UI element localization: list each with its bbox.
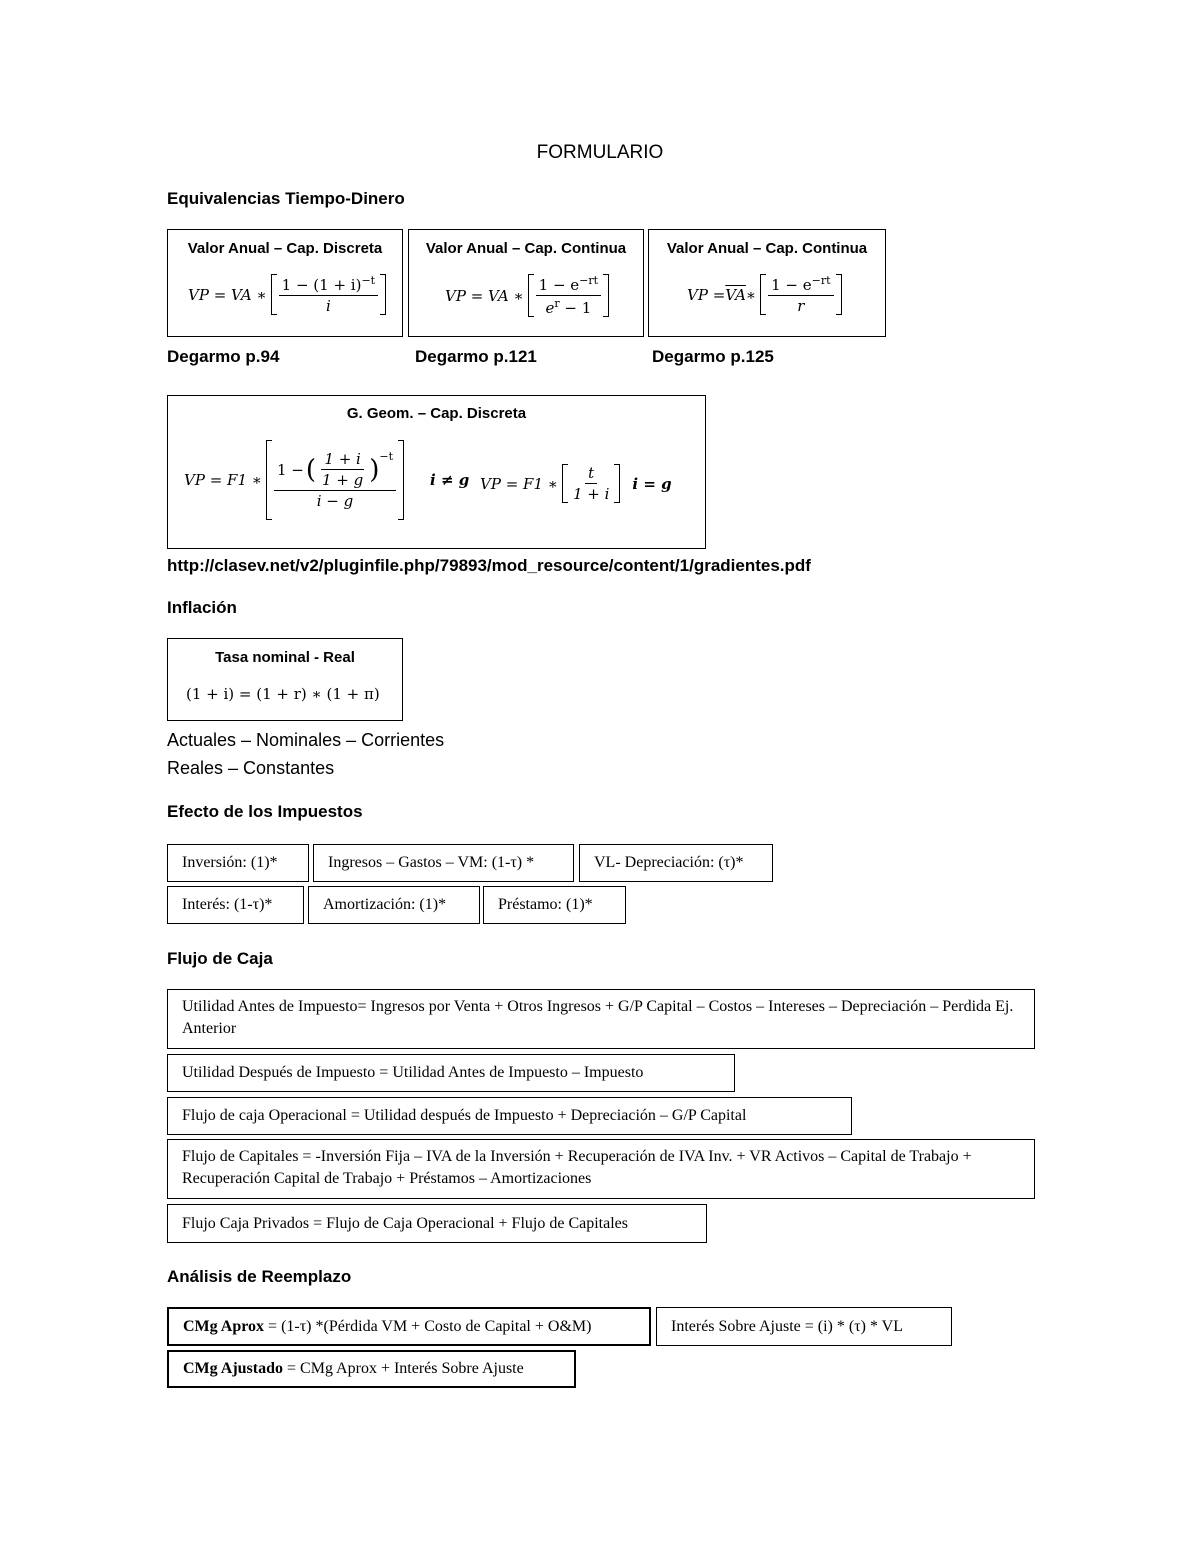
numerator: 1 − e bbox=[771, 276, 812, 294]
fraction bbox=[536, 274, 601, 317]
section-equivalencias: Equivalencias Tiempo-Dinero bbox=[167, 189, 405, 208]
bracket bbox=[562, 464, 620, 503]
exponent: r bbox=[554, 297, 560, 310]
formula-va-bar: $\overline{VA}$ bbox=[725, 285, 746, 304]
inner-fraction bbox=[319, 450, 366, 489]
box-caption: Valor Anual – Cap. Discreta bbox=[187, 240, 383, 257]
formula-tasa: (1 + i) = (1 + r) ∗ (1 + π) bbox=[186, 685, 380, 703]
denominator: i bbox=[325, 297, 331, 315]
inner-denominator: 1 + g bbox=[322, 471, 364, 489]
formula-va-discreta bbox=[188, 274, 386, 315]
formula-operator: ∗ bbox=[745, 285, 757, 304]
fraction bbox=[274, 450, 396, 510]
flujo-box-operacional: Flujo de caja Operacional = Utilidad después de Impuesto + Depreciación – G/P Capital bbox=[167, 1097, 852, 1135]
cmg-aprox-formula: = (1-τ) *(Pérdida VM + Costo de Capital + O&M) bbox=[264, 1317, 592, 1335]
formula-lhs: VP = VA ∗ bbox=[188, 285, 267, 304]
exponent: −t bbox=[361, 274, 376, 287]
formula-box-tasa bbox=[167, 638, 403, 721]
formula-box-geom bbox=[167, 395, 706, 549]
box-caption: Valor Anual – Cap. Continua bbox=[666, 240, 868, 257]
tax-box-inversion: Inversión: (1)* bbox=[167, 844, 309, 882]
cmg-ajustado-label: CMg Ajustado bbox=[183, 1360, 284, 1377]
fraction bbox=[279, 274, 378, 315]
denominator: e bbox=[545, 299, 555, 317]
formula-lhs: VP = bbox=[687, 285, 726, 304]
inner-numerator: 1 + i bbox=[324, 450, 361, 468]
section-flujo: Flujo de Caja bbox=[167, 949, 273, 968]
bracket bbox=[760, 274, 841, 315]
inflacion-line-1: Actuales – Nominales – Corrientes bbox=[167, 730, 445, 750]
paren-close: ) bbox=[369, 454, 380, 485]
reference-1: Degarmo p.94 bbox=[167, 347, 280, 366]
denominator: r bbox=[797, 297, 805, 315]
fraction bbox=[768, 274, 833, 315]
formula-lhs: VP = VA ∗ bbox=[445, 286, 524, 305]
formula-box-va-continua bbox=[408, 229, 644, 337]
url-link[interactable]: http://clasev.net/v2/pluginfile.php/79893/mod_resource/content/1/gradientes.pdf bbox=[167, 556, 811, 575]
flujo-box-capitales: Flujo de Capitales = -Inversión Fija – IVA de la Inversión + Recuperación de IVA Inv. + VR Activos – Capital de Trabajo + Recuperación Capital de Trabajo + Préstamos – Amortizaciones bbox=[167, 1139, 1035, 1199]
numerator: 1 − (1 + i) bbox=[281, 276, 362, 294]
numerator: 1 − e bbox=[538, 276, 580, 294]
formula-box-va-discreta bbox=[167, 229, 403, 337]
flujo-box-udi: Utilidad Después de Impuesto = Utilidad Antes de Impuesto – Impuesto bbox=[167, 1054, 735, 1092]
cmg-aprox-label: CMg Aprox bbox=[183, 1317, 265, 1335]
bracket bbox=[266, 440, 404, 520]
section-reemplazo: Análisis de Reemplazo bbox=[167, 1267, 352, 1286]
denominator: i − g bbox=[316, 492, 354, 510]
inflacion-line-2: Reales – Constantes bbox=[167, 758, 335, 778]
bracket bbox=[271, 274, 386, 315]
denominator-tail: − 1 bbox=[559, 299, 592, 317]
box-caption: Valor Anual – Cap. Continua bbox=[425, 240, 627, 257]
flujo-box-uai: Utilidad Antes de Impuesto= Ingresos por Venta + Otros Ingresos + G/P Capital – Costos – Intereses – Depreciación – Perdida Ej. Anterior bbox=[167, 989, 1035, 1049]
exponent: −t bbox=[379, 450, 394, 463]
section-inflacion: Inflación bbox=[167, 598, 237, 617]
cmg-ajustado-formula: = CMg Aprox + Interés Sobre Ajuste bbox=[283, 1360, 524, 1377]
paren-open: ( bbox=[305, 454, 316, 485]
condition-1: i ≠ g bbox=[430, 471, 470, 489]
reemplazo-box-cmg-aprox bbox=[167, 1307, 651, 1346]
formula-va-continua bbox=[445, 274, 609, 317]
formula-geom-1 bbox=[184, 440, 469, 520]
section-impuestos: Efecto de los Impuestos bbox=[167, 802, 363, 821]
fraction bbox=[570, 464, 612, 503]
box-caption: G. Geom. – Cap. Discreta bbox=[346, 405, 527, 422]
formula-box-va-continua-2 bbox=[648, 229, 886, 337]
numerator: t bbox=[588, 464, 595, 482]
reemplazo-box-interes: Interés Sobre Ajuste = (i) * (τ) * VL bbox=[656, 1307, 952, 1346]
tax-box-ingresos: Ingresos – Gastos – VM: (1-τ) * bbox=[313, 844, 574, 882]
tax-box-depreciacion: VL- Depreciación: (τ)* bbox=[579, 844, 773, 882]
formula-lhs: VP = F1 ∗ bbox=[480, 474, 558, 493]
reference-2: Degarmo p.121 bbox=[415, 347, 537, 366]
reference-3: Degarmo p.125 bbox=[652, 347, 774, 366]
formula-va-continua-2 bbox=[687, 274, 842, 315]
flujo-box-privados: Flujo Caja Privados = Flujo de Caja Operacional + Flujo de Capitales bbox=[167, 1204, 707, 1243]
tax-box-interes: Interés: (1-τ)* bbox=[167, 886, 304, 924]
exponent: −rt bbox=[811, 274, 831, 287]
numerator-prefix: 1 − bbox=[276, 460, 304, 479]
tax-box-prestamo: Préstamo: (1)* bbox=[483, 886, 626, 924]
box-caption: Tasa nominal - Real bbox=[215, 649, 355, 666]
formula-geom-2 bbox=[480, 464, 672, 503]
bracket bbox=[528, 274, 609, 317]
exponent: −rt bbox=[579, 274, 599, 287]
denominator: 1 + i bbox=[572, 485, 610, 503]
tax-box-amortizacion: Amortización: (1)* bbox=[308, 886, 480, 924]
formula-lhs: VP = F1 ∗ bbox=[184, 471, 262, 489]
page-title: FORMULARIO bbox=[536, 142, 664, 163]
reemplazo-box-cmg-ajustado bbox=[167, 1350, 576, 1388]
condition-2: i = g bbox=[632, 474, 672, 493]
